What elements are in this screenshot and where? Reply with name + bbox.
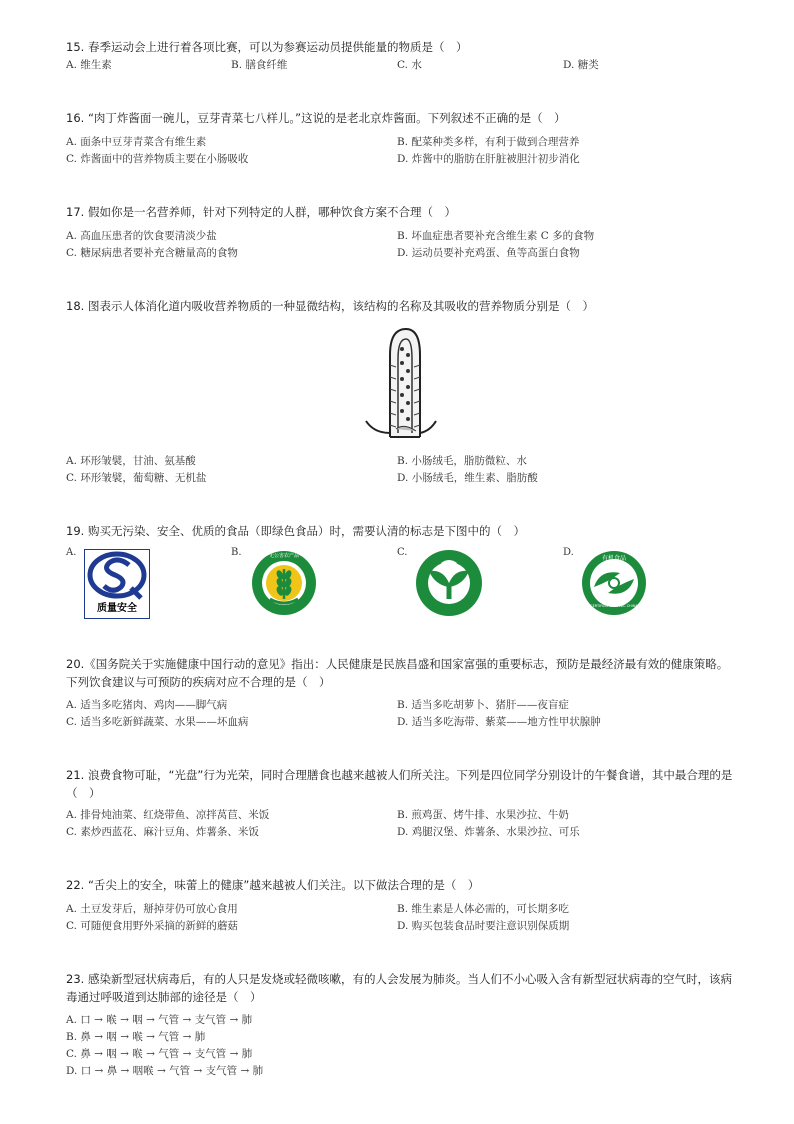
q17-option-b[interactable]: B. 坏血症患者要补充含维生素 C 多的食物 (397, 230, 595, 242)
q22-option-d[interactable]: D. 购买包装食品时要注意识别保质期 (397, 920, 570, 932)
q16-option-b[interactable]: B. 配菜种类多样，有利于做到合理营养 (397, 136, 580, 148)
q15-option-c[interactable]: C. 水 (397, 59, 422, 71)
q16-option-d[interactable]: D. 炸酱中的脂肪在肝脏被胆汁初步消化 (397, 153, 580, 165)
q23-option-d[interactable]: D. 口 → 鼻 → 咽喉 → 气管 → 支气管 → 肺 (66, 1065, 264, 1077)
q16-option-a[interactable]: A. 面条中豆芽青菜含有维生素 (66, 136, 207, 148)
q22-option-a[interactable]: A. 土豆发芽后，掰掉芽仍可放心食用 (66, 903, 238, 915)
q21-option-d[interactable]: D. 鸡腿汉堡、炸薯条、水果沙拉、可乐 (397, 826, 580, 838)
qs-logo-text: 质量安全 (97, 603, 137, 614)
intestinal-villus-figure (360, 325, 440, 441)
green-food-logo[interactable] (415, 549, 483, 617)
q15-option-b[interactable]: B. 膳食纤维 (231, 59, 288, 71)
organic-logo-text: 有机食品 (601, 555, 626, 562)
q19-option-a-label[interactable]: A. (66, 547, 77, 558)
pollution-free-product-logo[interactable] (250, 549, 318, 617)
question-22-stem: 22. “舌尖上的安全，味蕾上的健康”越来越被人们关注。以下做法合理的是（ ） (66, 878, 480, 892)
q18-option-c[interactable]: C. 环形皱襞，葡萄糖、无机盐 (66, 472, 207, 484)
q22-option-b[interactable]: B. 维生素是人体必需的，可长期多吃 (397, 903, 569, 915)
q20-option-a[interactable]: A. 适当多吃猪肉、鸡肉——脚气病 (66, 699, 228, 711)
pollution-free-logo-text: 无公害农产品 (268, 553, 299, 559)
q23-option-b[interactable]: B. 鼻 → 咽 → 喉 → 气管 → 肺 (66, 1031, 206, 1043)
q21-option-b[interactable]: B. 煎鸡蛋、烤牛排、水果沙拉、牛奶 (397, 809, 569, 821)
q23-option-c[interactable]: C. 鼻 → 咽 → 喉 → 气管 → 支气管 → 肺 (66, 1048, 253, 1060)
q17-option-d[interactable]: D. 运动员要补充鸡蛋、鱼等高蛋白食物 (397, 247, 580, 259)
q20-option-d[interactable]: D. 适当多吃海带、紫菜——地方性甲状腺肿 (397, 716, 601, 728)
organic-food-logo[interactable] (580, 549, 648, 617)
q23-option-a[interactable]: A. 口 → 喉 → 咽 → 气管 → 支气管 → 肺 (66, 1014, 253, 1026)
question-18-stem: 18. 图表示人体消化道内吸收营养物质的一种显微结构，该结构的名称及其吸收的营养物质分别是（ ） (66, 299, 594, 313)
q19-option-c-label[interactable]: C. (397, 547, 408, 558)
question-17-stem: 17. 假如你是一名营养师，针对下列特定的人群，哪种饮食方案不合理（ ） (66, 205, 456, 219)
qs-quality-safety-logo[interactable] (84, 549, 150, 619)
q20-option-c[interactable]: C. 适当多吃新鲜蔬菜、水果——坏血病 (66, 716, 249, 728)
q20-option-b[interactable]: B. 适当多吃胡萝卜、猪肝——夜盲症 (397, 699, 569, 711)
question-21-stem: 21. 浪费食物可耻，“光盘”行为光荣，同时合理膳食也越来越被人们所关注。下列是四位同学分别设计的午餐食谱，其中最合理的是（ ） (66, 768, 733, 800)
organic-logo-subtext: CERTIFIED ORGANIC CHINA (590, 604, 638, 608)
q18-option-a[interactable]: A. 环形皱襞，甘油、氨基酸 (66, 455, 196, 467)
q18-option-b[interactable]: B. 小肠绒毛，脂肪微粒、水 (397, 455, 527, 467)
q15-option-a[interactable]: A. 维生素 (66, 59, 112, 71)
q16-option-c[interactable]: C. 炸酱面中的营养物质主要在小肠吸收 (66, 153, 249, 165)
question-20-stem: 20.《国务院关于实施健康中国行动的意见》指出：人民健康是民族昌盛和国家富强的重要标志，预防是最经济最有效的健康策略。下列饮食建议与可预防的疾病对应不合理的是（ ） (66, 657, 729, 689)
q17-option-c[interactable]: C. 糖尿病患者要补充含糖量高的食物 (66, 247, 238, 259)
question-16-stem: 16. “肉丁炸酱面一碗儿，豆芽青菜七八样儿。”这说的是老北京炸酱面。下列叙述不正确的是（ ） (66, 111, 566, 125)
q17-option-a[interactable]: A. 高血压患者的饮食要清淡少盐 (66, 230, 217, 242)
question-15-stem: 15. 春季运动会上进行着各项比赛，可以为参赛运动员提供能量的物质是（ ） (66, 40, 468, 54)
question-19-stem: 19. 购买无污染、安全、优质的食品（即绿色食品）时，需要认清的标志是下图中的（ ） (66, 524, 525, 538)
q18-option-d[interactable]: D. 小肠绒毛，维生素、脂肪酸 (397, 472, 538, 484)
q21-option-c[interactable]: C. 素炒西蓝花、麻汁豆角、炸薯条、米饭 (66, 826, 259, 838)
q21-option-a[interactable]: A. 排骨炖油菜、红烧带鱼、凉拌莴苣、米饭 (66, 809, 270, 821)
q15-option-d[interactable]: D. 糖类 (563, 59, 599, 71)
question-23-stem: 23. 感染新型冠状病毒后，有的人只是发烧或轻微咳嗽，有的人会发展为肺炎。当人们不小心吸入含有新型冠状病毒的空气时，该病毒通过呼吸道到达肺部的途径是（ ） (66, 972, 732, 1004)
q19-option-b-label[interactable]: B. (231, 547, 242, 558)
q19-option-d-label[interactable]: D. (563, 547, 574, 558)
q22-option-c[interactable]: C. 可随便食用野外采摘的新鲜的蘑菇 (66, 920, 238, 932)
